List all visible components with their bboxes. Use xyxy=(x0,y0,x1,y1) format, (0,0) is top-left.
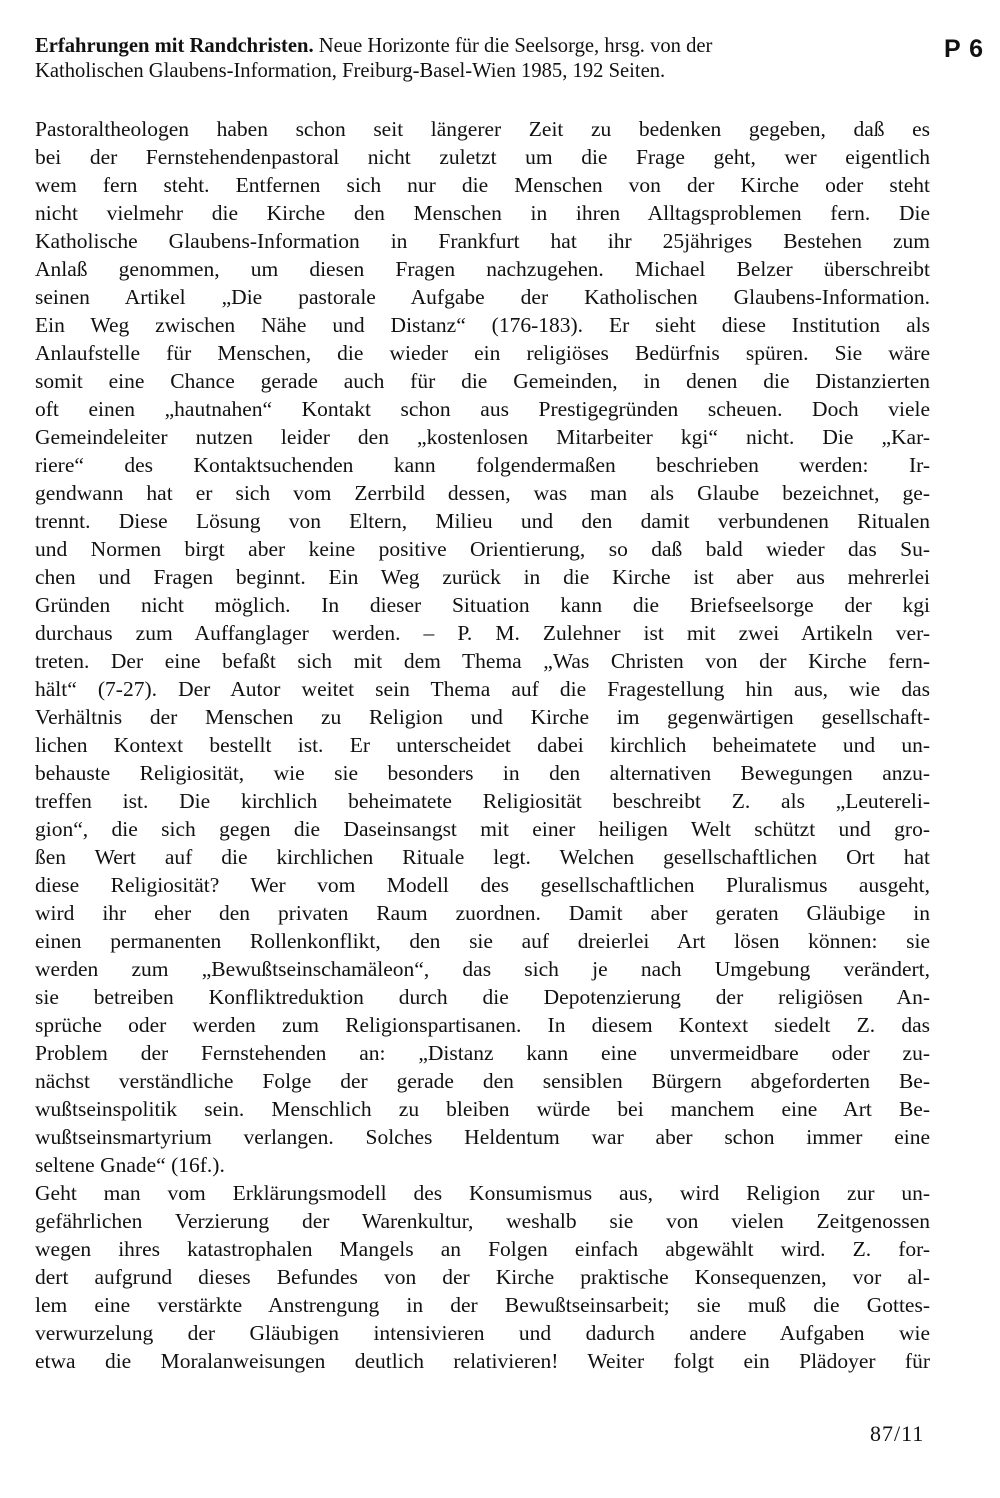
text-line: und Normen birgt aber keine positive Orientierung, so daß bald wieder das Su- xyxy=(35,537,930,561)
text-line: hält“ (7-27). Der Autor weitet sein Thema auf die Fragestellung hin aus, wie das xyxy=(35,677,930,701)
text-line: seinen Artikel „Die pastorale Aufgabe der Katholischen Glaubens-Information. xyxy=(35,285,930,309)
text-line: nicht vielmehr die Kirche den Menschen in ihren Alltagsproblemen fern. Die xyxy=(35,201,930,225)
text-line: gion“, die sich gegen die Daseinsangst mit einer heiligen Welt schützt und gro- xyxy=(35,817,930,841)
text-line: Gemeindeleiter nutzen leider den „kostenlosen Mitarbeiter kgi“ nicht. Die „Kar- xyxy=(35,425,930,449)
review-body xyxy=(35,115,930,1375)
text-line: Katholische Glaubens-Information in Frankfurt hat ihr 25jähriges Bestehen zum xyxy=(35,229,930,253)
text-line: nächst verständliche Folge der gerade den sensiblen Bürgern abgeforderten Be- xyxy=(35,1069,930,1093)
text-line: seltene Gnade“ (16f.). xyxy=(35,1153,225,1177)
text-line: Problem der Fernstehenden an: „Distanz kann eine unvermeidbare oder zu- xyxy=(35,1041,930,1065)
text-line: treten. Der eine befaßt sich mit dem Thema „Was Christen von der Kirche fern- xyxy=(35,649,930,673)
text-line: einen permanenten Rollenkonflikt, den sie auf dreierlei Art lösen können: sie xyxy=(35,929,930,953)
text-line: wird ihr eher den privaten Raum zuordnen. Damit aber geraten Gläubige in xyxy=(35,901,930,925)
text-line: ßen Wert auf die kirchlichen Rituale legt. Welchen gesellschaftlichen Ort hat xyxy=(35,845,930,869)
text-line: Gründen nicht möglich. In dieser Situation kann die Briefseelsorge der kgi xyxy=(35,593,930,617)
text-line: riere“ des Kontaktsuchenden kann folgendermaßen beschrieben werden: Ir- xyxy=(35,453,930,477)
bibliographic-header xyxy=(35,34,930,84)
text-line: wußtseinspolitik sein. Menschlich zu bleiben würde bei manchem eine Art Be- xyxy=(35,1097,930,1121)
text-line: verwurzelung der Gläubigen intensivieren und dadurch andere Aufgaben wie xyxy=(35,1321,930,1345)
text-line: wegen ihres katastrophalen Mangels an Folgen einfach abgewählt wird. Z. for- xyxy=(35,1237,930,1261)
text-line: dert aufgrund dieses Befundes von der Kirche praktische Konsequenzen, vor al- xyxy=(35,1265,930,1289)
text-line: lichen Kontext bestellt ist. Er unterscheidet dabei kirchlich beheimatete und un- xyxy=(35,733,930,757)
text-line: oft einen „hautnahen“ Kontakt schon aus Prestigegründen scheuen. Doch viele xyxy=(35,397,930,421)
text-line: somit eine Chance gerade auch für die Gemeinden, in denen die Distanzierten xyxy=(35,369,930,393)
text-line: bei der Fernstehendenpastoral nicht zuletzt um die Frage geht, wer eigentlich xyxy=(35,145,930,169)
header-source: Neue Horizonte für die Seelsorge, hrsg. von der xyxy=(318,35,713,57)
text-line: Geht man vom Erklärungsmodell des Konsumismus aus, wird Religion zur un- xyxy=(35,1181,930,1205)
page-number: 87/11 xyxy=(870,1421,925,1446)
text-line: gendwann hat er sich vom Zerrbild dessen, was man als Glaube bezeichnet, ge- xyxy=(35,481,930,505)
text-line: Anlaufstelle für Menschen, die wieder ein religiöses Bedürfnis spüren. Sie wäre xyxy=(35,341,930,365)
text-line: sie betreiben Konfliktreduktion durch die Depotenzierung der religiösen An- xyxy=(35,985,930,1009)
text-line: lem eine verstärkte Anstrengung in der Bewußtseinsarbeit; sie muß die Gottes- xyxy=(35,1293,930,1317)
text-line: behauste Religiosität, wie sie besonders in den alternativen Bewegungen anzu- xyxy=(35,761,930,785)
text-line: wem fern steht. Entfernen sich nur die Menschen von der Kirche oder steht xyxy=(35,173,930,197)
text-line: Pastoraltheologen haben schon seit längerer Zeit zu bedenken gegeben, daß es xyxy=(35,117,930,141)
text-line: Anlaß genommen, um diesen Fragen nachzugehen. Michael Belzer überschreibt xyxy=(35,257,930,281)
text-line: durchaus zum Auffanglager werden. – P. M. Zulehner ist mit zwei Artikeln ver- xyxy=(35,621,930,645)
text-line: gefährlichen Verzierung der Warenkultur, weshalb sie von vielen Zeitgenossen xyxy=(35,1209,930,1233)
text-line: werden zum „Bewußtseinschamäleon“, das sich je nach Umgebung verändert, xyxy=(35,957,930,981)
text-line: etwa die Moralanweisungen deutlich relativieren! Weiter folgt ein Plädoyer für xyxy=(35,1349,930,1373)
text-line: wußtseinsmartyrium verlangen. Solches Heldentum war aber schon immer eine xyxy=(35,1125,930,1149)
review-title: Erfahrungen mit Randchristen. xyxy=(35,35,314,57)
text-line: Ein Weg zwischen Nähe und Distanz“ (176-183). Er sieht diese Institution als xyxy=(35,313,930,337)
text-line: trennt. Diese Lösung von Eltern, Milieu und den damit verbundenen Ritualen xyxy=(35,509,930,533)
text-line: chen und Fragen beginnt. Ein Weg zurück in die Kirche ist aber aus mehrerlei xyxy=(35,565,930,589)
text-line: diese Religiosität? Wer vom Modell des gesellschaftlichen Pluralismus ausgeht, xyxy=(35,873,930,897)
section-code: P 6 xyxy=(944,35,985,63)
review-page xyxy=(35,34,930,1375)
text-line: treffen ist. Die kirchlich beheimatete Religiosität beschreibt Z. als „Leutereli- xyxy=(35,789,930,813)
text-line: sprüche oder werden zum Religionspartisanen. In diesem Kontext siedelt Z. das xyxy=(35,1013,930,1037)
header-publisher: Katholischen Glaubens-Information, Freiburg-Basel-Wien 1985, 192 Seiten. xyxy=(35,60,666,82)
text-line: Verhältnis der Menschen zu Religion und Kirche im gegenwärtigen gesellschaft- xyxy=(35,705,930,729)
